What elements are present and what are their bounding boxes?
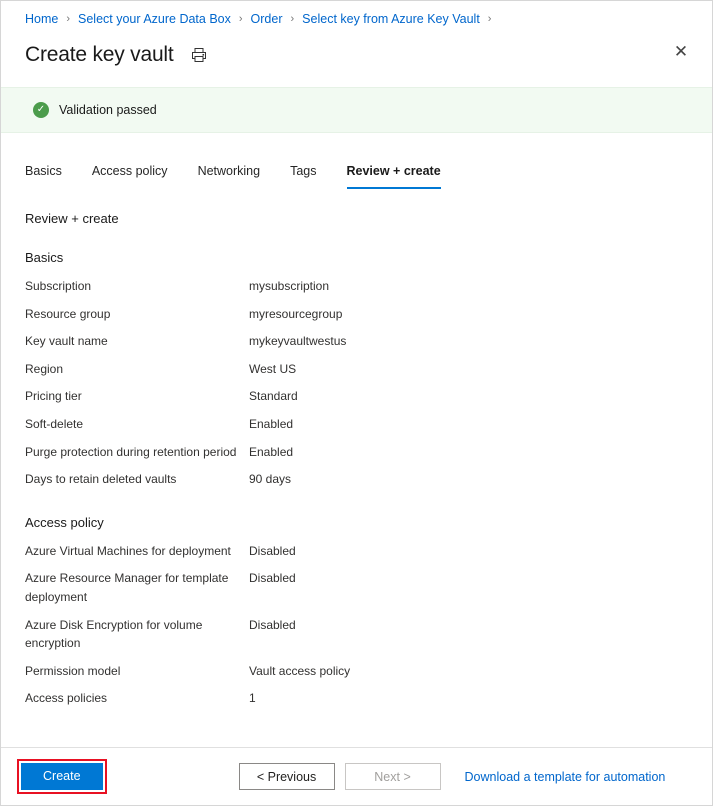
breadcrumb-separator-icon: › (487, 13, 492, 25)
page-title: Create key vault (25, 43, 174, 66)
create-button-highlight (17, 759, 107, 794)
validation-banner (1, 87, 712, 133)
breadcrumb-item-order[interactable]: Order (250, 12, 283, 26)
group-basics (25, 250, 688, 489)
row-value: 1 (249, 691, 256, 706)
row-key: Key vault name (25, 334, 108, 349)
row-value: Disabled (249, 571, 296, 586)
next-button[interactable]: Next > (345, 763, 441, 790)
table-row (25, 387, 688, 406)
table-row (25, 443, 688, 462)
row-value: mykeyvaultwestus (249, 334, 347, 349)
validation-banner-text: Validation passed (59, 103, 157, 117)
row-value: Standard (249, 389, 298, 404)
row-value: Enabled (249, 444, 294, 459)
table-row (25, 616, 688, 653)
row-value: mysubscription (249, 279, 330, 293)
row-value: Disabled (249, 617, 296, 632)
table-row (25, 415, 688, 434)
tab-bar (1, 147, 712, 189)
breadcrumb (1, 1, 712, 31)
group-title-basics: Basics (25, 250, 64, 265)
row-key: Days to retain deleted vaults (25, 472, 177, 487)
row-value: Vault access policy (249, 663, 351, 678)
row-key: Region (25, 361, 64, 376)
row-value: Enabled (249, 416, 294, 431)
table-row (25, 569, 688, 606)
row-key: Subscription (25, 279, 92, 293)
row-value: myresourcegroup (249, 306, 343, 321)
row-key: Azure Disk Encryption for volume encryption (25, 617, 203, 651)
row-key: Soft-delete (25, 416, 84, 431)
table-row (25, 662, 688, 681)
row-value: West US (249, 361, 297, 376)
breadcrumb-separator-icon: › (290, 13, 295, 25)
breadcrumb-separator-icon: › (238, 13, 243, 25)
tab-access-policy[interactable]: Access policy (91, 164, 168, 178)
row-key: Purge protection during retention period (25, 444, 237, 459)
tab-networking[interactable]: Networking (197, 164, 261, 178)
section-label: Review + create (25, 211, 119, 226)
table-row (25, 332, 688, 351)
check-icon: ✓ (33, 102, 49, 118)
breadcrumb-separator-icon: › (66, 13, 71, 25)
download-template-link[interactable]: Download a template for automation (464, 769, 666, 784)
breadcrumb-item-home[interactable]: Home (25, 12, 59, 26)
row-key: Azure Virtual Machines for deployment (25, 543, 231, 558)
table-row (25, 689, 688, 708)
row-value: 90 days (249, 472, 292, 487)
table-row (25, 277, 688, 296)
title-row (1, 31, 712, 77)
printer-icon[interactable] (190, 46, 208, 64)
row-key: Access policies (25, 691, 108, 706)
footer-action-bar (1, 747, 712, 805)
tab-review-create[interactable]: Review + create (347, 164, 441, 189)
row-key: Resource group (25, 306, 111, 321)
close-icon[interactable]: ✕ (668, 39, 694, 65)
group-title-access-policy: Access policy (25, 514, 104, 530)
tab-basics[interactable]: Basics (25, 164, 62, 178)
tab-tags[interactable]: Tags (290, 164, 317, 178)
row-key: Permission model (25, 663, 121, 678)
create-button[interactable]: Create (21, 763, 103, 790)
next-button-wrap (345, 763, 441, 790)
table-row (25, 542, 688, 561)
previous-button-wrap (239, 763, 335, 790)
previous-button[interactable]: < Previous (239, 763, 335, 790)
table-row (25, 360, 688, 379)
table-row (25, 305, 688, 324)
breadcrumb-item-select-key[interactable]: Select key from Azure Key Vault (302, 12, 480, 26)
row-key: Azure Resource Manager for template deployment (25, 571, 229, 604)
group-access-policy (25, 515, 688, 708)
row-value: Disabled (249, 543, 296, 558)
row-key: Pricing tier (25, 389, 82, 404)
breadcrumb-item-databox[interactable]: Select your Azure Data Box (78, 12, 231, 26)
review-content (1, 189, 712, 734)
table-row (25, 470, 688, 489)
